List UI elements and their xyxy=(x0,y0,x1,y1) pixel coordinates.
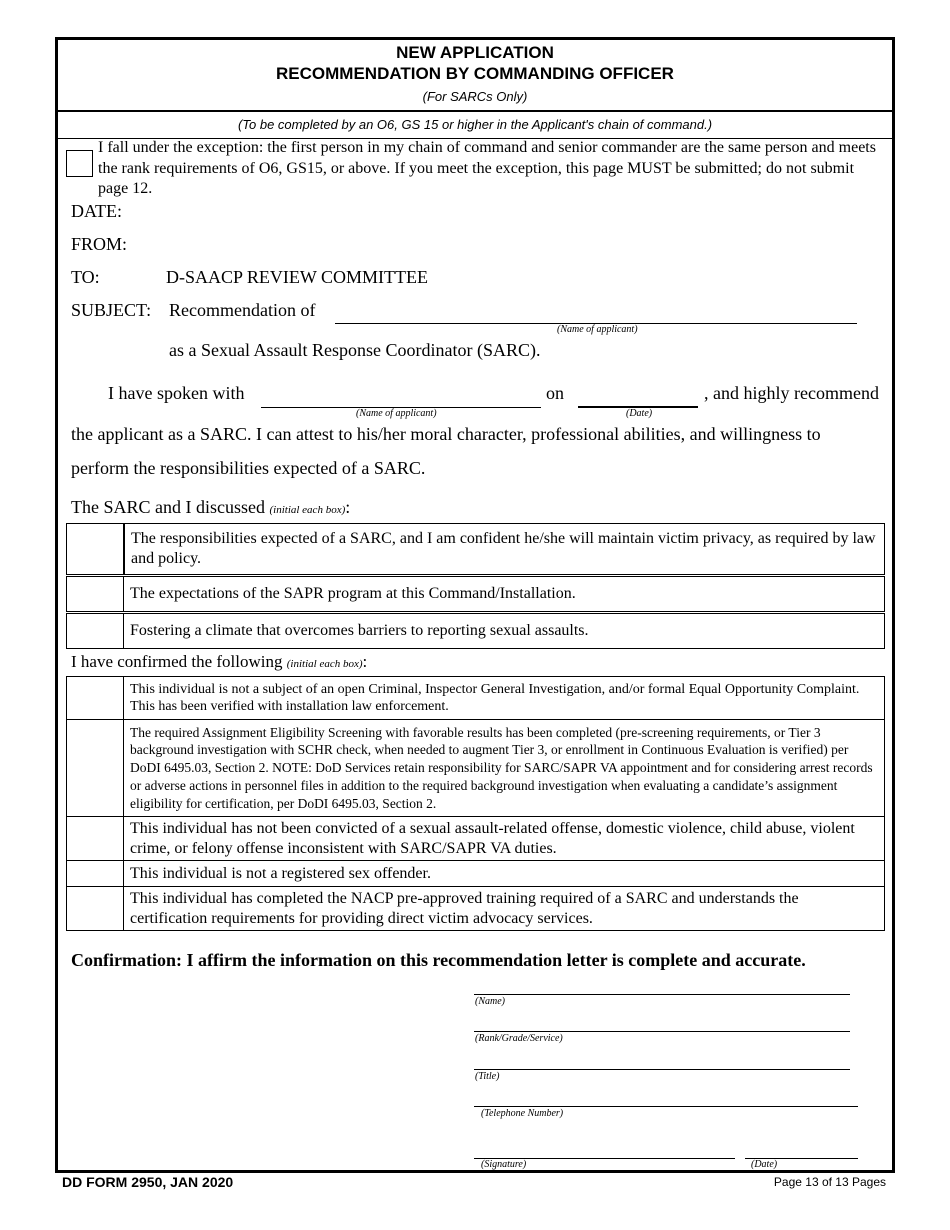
confirmed-row xyxy=(67,817,885,861)
confirmed-row xyxy=(67,677,885,720)
confirmed-item: The required Assignment Eligibility Screening with favorable results has been completed (pre-screening requirements, or Tier 3 background investigation with SCHR check, when needed to augment Tier 3, or enrollment in Continuous Evaluation is verified) per DoDI 6495.03, Section 2. NOTE: DoD Services retain responsibility for SARC/SAPR VA appointment and for considering arrest records or adverse actions in personnel files in addition to the required background investigation when evaluating a candidate’s assignment eligibility for certification, per DoDI 6495.03, Section 2. xyxy=(124,720,885,817)
discussed-table xyxy=(66,613,885,649)
spoken-with-text: I have spoken with xyxy=(108,383,245,403)
discussed-table xyxy=(66,523,885,575)
initial-box[interactable] xyxy=(66,523,124,575)
subject-line2: as a Sexual Assault Response Coordinator (SARC). xyxy=(169,340,541,360)
confirmation-statement: Confirmation: I affirm the information on this recommendation letter is complete and accurate. xyxy=(71,950,806,970)
on-text: on xyxy=(546,383,564,403)
exception-text: I fall under the exception: the first person in my chain of command and senior commander are the same person and meets the rank requirements of O6, GS15, or above. If you meet the exception, this page MUST be submitted; do not submit page 12. xyxy=(98,139,876,197)
phone-caption: (Telephone Number) xyxy=(481,1108,564,1119)
form-title-line2: RECOMMENDATION BY COMMANDING OFFICER xyxy=(276,64,674,83)
discussed-heading: The SARC and I discussed (initial each box): xyxy=(71,497,351,517)
discussed-row xyxy=(67,577,885,612)
spoken-date-caption: (Date) xyxy=(626,408,653,419)
confirmed-item: This individual is not a subject of an open Criminal, Inspector General Investigation, and/or formal Equal Opportunity Complaint. This has been verified with installation law enforcement. xyxy=(124,677,885,720)
instruction-text: (To be completed by an O6, GS 15 or higher in the Applicant's chain of command.) xyxy=(237,117,713,132)
recommend-text: , and highly recommend xyxy=(704,383,879,403)
title-field[interactable] xyxy=(474,1069,850,1070)
rank-caption: (Rank/Grade/Service) xyxy=(475,1033,563,1044)
form-title-line3: (For SARCs Only) xyxy=(422,89,528,104)
discussed-table xyxy=(66,576,885,612)
name-field[interactable] xyxy=(474,994,850,995)
initial-box[interactable] xyxy=(67,720,124,817)
rank-field[interactable] xyxy=(474,1031,850,1032)
signature-caption: (Signature) xyxy=(481,1159,527,1170)
confirmed-row xyxy=(67,887,885,931)
exception-checkbox[interactable] xyxy=(66,150,93,177)
confirmed-table xyxy=(66,676,885,931)
header-divider xyxy=(57,110,893,112)
discussed-row xyxy=(66,523,885,575)
confirmed-row xyxy=(67,720,885,817)
confirmed-item: This individual is not a registered sex offender. xyxy=(124,861,885,887)
signature-date-caption: (Date) xyxy=(751,1159,778,1170)
confirmed-item: This individual has completed the NACP pre-approved training required of a SARC and understands the certification requirements for providing direct victim advocacy services. xyxy=(124,887,885,931)
spoken-name-caption: (Name of applicant) xyxy=(356,408,437,419)
initial-box[interactable] xyxy=(67,577,124,612)
subject-label: SUBJECT: xyxy=(71,300,152,320)
initial-box[interactable] xyxy=(67,887,124,931)
initial-box[interactable] xyxy=(67,861,124,887)
subject-name-caption: (Name of applicant) xyxy=(557,324,638,335)
date-label: DATE: xyxy=(71,201,122,221)
phone-field[interactable] xyxy=(474,1106,858,1107)
confirmed-item: This individual has not been convicted of a sexual assault-related offense, domestic violence, child abuse, violent crime, or felony offense inconsistent with SARC/SAPR VA duties. xyxy=(124,817,885,861)
from-label: FROM: xyxy=(71,234,128,254)
to-label: TO: xyxy=(71,267,100,287)
form-title-line1: NEW APPLICATION xyxy=(396,43,554,62)
page-number: Page 13 of 13 Pages xyxy=(773,1175,886,1189)
confirmed-row xyxy=(67,861,885,887)
initial-box[interactable] xyxy=(67,677,124,720)
statement-line3: perform the responsibilities expected of a SARC. xyxy=(71,458,426,478)
discussed-row xyxy=(67,614,885,649)
name-caption: (Name) xyxy=(475,996,505,1007)
discussed-item: Fostering a climate that overcomes barriers to reporting sexual assaults. xyxy=(124,614,885,649)
subject-text: Recommendation of xyxy=(169,300,316,320)
discussed-item: The responsibilities expected of a SARC, and I am confident he/she will maintain victim privacy, as required by law and policy. xyxy=(124,523,885,575)
initial-box[interactable] xyxy=(67,817,124,861)
confirmed-heading: I have confirmed the following (initial each box): xyxy=(71,652,368,671)
initial-box[interactable] xyxy=(67,614,124,649)
to-value: D-SAACP REVIEW COMMITTEE xyxy=(166,267,428,287)
title-caption: (Title) xyxy=(475,1071,500,1082)
statement-line2: the applicant as a SARC. I can attest to his/her moral character, professional abilities, and willingness to xyxy=(71,424,821,444)
form-number: DD FORM 2950, JAN 2020 xyxy=(62,1174,234,1190)
discussed-item: The expectations of the SAPR program at this Command/Installation. xyxy=(124,577,885,612)
